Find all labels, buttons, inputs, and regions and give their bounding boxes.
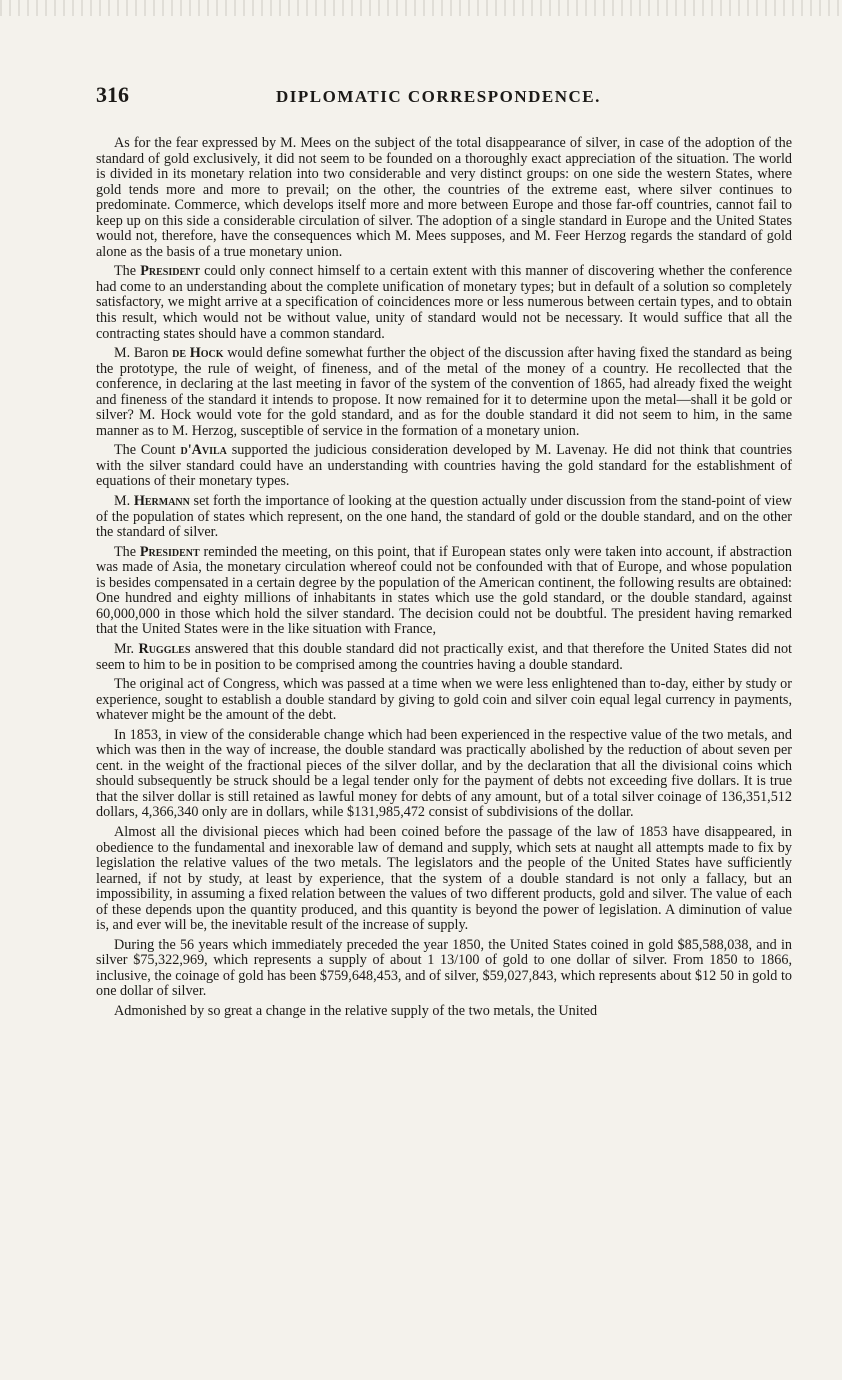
paragraph-de-hock: M. Baron de Hock would define somewhat further the object of the discussion after having fixed the standard as being the prototype, the rule of weight, of fineness, and of the metal of the money of a country. He recollected that the conference, in declaring at the last meeting in favor of the system of the convention of 1865, had already fixed the weight and fineness of the standard it intends to propose. It now remained for it to determine upon the metal—shall it be gold or silver? M. Hock would vote for the gold standard, and as for the double standard it did not seem to him, in the same manner as to M. Herzog, susceptible of service in the formation of a monetary union.	[96, 345, 792, 439]
paragraph-president-unification: The President could only connect himself to a certain extent with this manner of discovering whether the conference had come to an understanding about the complete unification of monetary types; but in default of a solution so completely satisfactory, we might arrive at a specification of coincidences more or less numerous between certain types, and to obtain this result, which would not be without value, unity of standard would not be necessary. It would suffice that all the contracting states should have a common standard.	[96, 263, 792, 342]
paragraph-president-population: The President reminded the meeting, on this point, that if European states only were taken into account, if abstraction was made of Asia, the monetary circulation whereof could not be confounded with that of Europe, and whose population is besides compensated in a certain degree by the population of the American continent, the following results are obtained: One hundred and eighty millions of inhabitants in states which use the gold standard, or the double standard, against 60,000,000 in those which hold the silver standard. The decision could not be doubtful. The president having remarked that the United States were in the like situation with France,	[96, 543, 792, 638]
paragraph-original-act: The original act of Congress, which was passed at a time when we were less enlightened than to-day, either by study or experience, sought to establish a double standard by giving to gold coin and silver coin equal legal currency in payments, whatever might be the amount of the debt.	[96, 676, 792, 724]
paragraph-hermann: M. Hermann set forth the importance of looking at the question actually under discussion from the stand-point of view of the population of states which represent, on the one hand, the standard of gold or the double standard, and on the other the standard of silver.	[96, 493, 793, 541]
body-text	[96, 136, 792, 1020]
paragraph-divisional-pieces: Almost all the divisional pieces which had been coined before the passage of the law of 1853 have disappeared, in obedience to the fundamental and inexorable law of demand and supply, which sets at naught all attempts made to fix by legislation the relative values of the two metals. The legislators and the people of the United States have sufficiently learned, if not by study, at least by experience, that the system of a double standard is not only a fallacy, but an impossibility, in assuming a fixed relation between the values of two different products, gold and silver. The value of each of these depends upon the quantity produced, and this quantity is beyond the power of legislation. A diminution of value is, and ever will be, the inevitable result of the increase of supply.	[96, 823, 792, 934]
running-title: DIPLOMATIC CORRESPONDENCE.	[276, 87, 601, 106]
paragraph-ruggles: Mr. Ruggles answered that this double standard did not practically exist, and that therefore the United States did not seem to him to be in position to be comprised among the countries having a double standard.	[96, 640, 792, 673]
page-header	[96, 82, 792, 118]
paragraph-56-years: During the 56 years which immediately preceded the year 1850, the United States coined in gold $85,588,038, and in silver $75,322,969, which represents a supply of about 1 13/100 of gold to one dollar of silver. From 1850 to 1866, inclusive, the coinage of gold has been $759,648,453, and of silver, $59,027,843, which represents about $12 50 in gold to one dollar of silver.	[96, 936, 792, 1000]
paragraph-mees-silver: As for the fear expressed by M. Mees on the subject of the total disappearance of silver, in case of the adoption of the standard of gold exclusively, it did not seem to be founded on a thoroughly exact appreciation of the situation. The world is divided in its monetary relation into two considerable and very distinct groups: on one side the western States, where gold tends more and more to prevail; on the other, the countries of the extreme east, where silver continues to predominate. Commerce, which develops itself more and more between Europe and those far-off countries, cannot fail to keep up on this side a considerable circulation of silver. The adoption of a single standard in Europe and the United States would not, therefore, have the consequences which M. Mees supposes, and M. Feer Herzog regards the standard of gold alone as the basis of a true monetary union.	[96, 135, 792, 260]
speaker-name: d'Avila	[180, 442, 227, 459]
speaker-name: Ruggles	[138, 640, 191, 657]
paragraph-1853: In 1853, in view of the considerable change which had been experienced in the respective value of the two metals, and which was then in the way of increase, the double standard was practically abolished by the reduction of about seven per cent. in the weight of the fractional pieces of the silver dollar, and by the declaration that all the divisional coins which should subsequently be struck should be a legal tender only for the payment of debts not exceeding five dollars. It is true that the silver dollar is still retained as lawful money for debts of any amount, but of a total silver coinage of 136,351,512 dollars, 4,366,340 only are in dollars, while $131,985,472 consist of subdivisions of the dollar.	[96, 726, 792, 821]
paragraph-admonished: Admonished by so great a change in the relative supply of the two metals, the United	[114, 1002, 598, 1019]
speaker-name: de Hock	[172, 345, 224, 362]
page-number: 316	[96, 82, 129, 107]
speaker-name: President	[139, 543, 200, 560]
paragraph-davila: The Count d'Avila supported the judicious consideration developed by M. Lavenay. He did not think that countries with the silver standard could have an understanding with countries having the gold standard for the establishment of equations of their monetary types.	[96, 442, 792, 490]
scan-noise	[0, 0, 842, 16]
speaker-name: Hermann	[133, 493, 190, 510]
speaker-name: President	[140, 263, 201, 280]
